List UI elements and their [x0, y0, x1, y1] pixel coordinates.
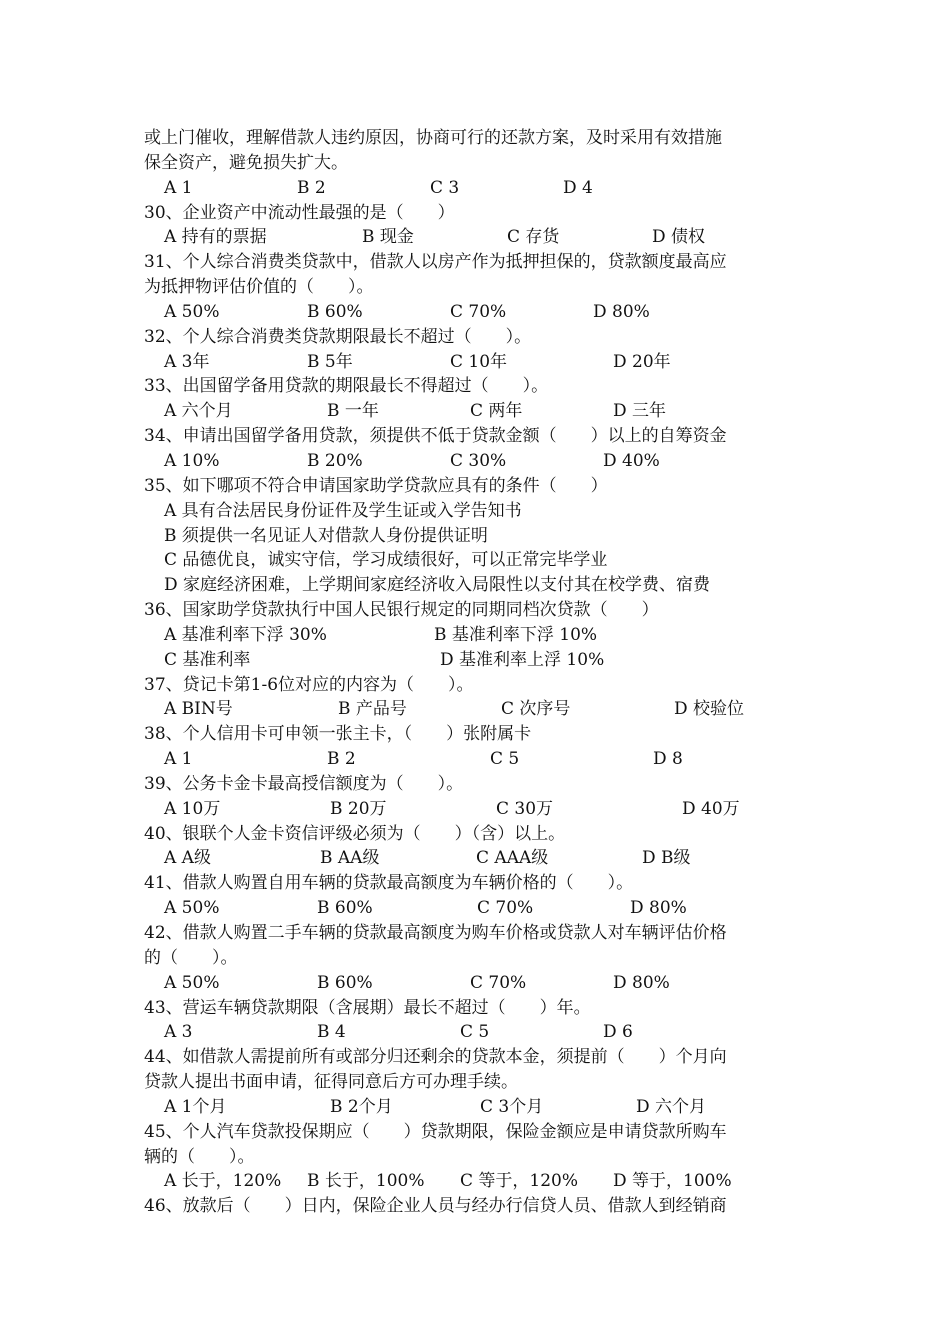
option-a: A 50% — [164, 898, 220, 919]
option-a: A 10万 — [164, 798, 221, 819]
option-c: C 70% — [470, 972, 527, 993]
question-31: 31、个人综合消费类贷款中，借款人以房产作为抵押担保的，贷款额度最高应 — [144, 252, 727, 273]
option-d: D 80% — [613, 972, 670, 993]
question-42-options — [144, 971, 814, 996]
option-d: D 8 — [653, 749, 683, 770]
option-b: B AA级 — [320, 848, 380, 869]
question-35-choice-d: D 家庭经济困难，上学期间家庭经济收入局限性以支付其在校学费、宿费 — [164, 575, 711, 596]
option-a: A 1个月 — [164, 1096, 227, 1117]
question-31-cont: 为抵押物评估价值的（ ）。 — [144, 277, 374, 298]
option-b: B 2 — [297, 177, 326, 198]
option-a: A 3年 — [164, 351, 210, 372]
option-a: A 3 — [164, 1022, 193, 1043]
question-42: 42、借款人购置二手车辆的贷款最高额度为购车价格或贷款人对车辆评估价格 — [144, 923, 727, 943]
question-38: 38、个人信用卡可申领一张主卡，（ ）张附属卡 — [144, 724, 532, 745]
option-b: B 现金 — [362, 227, 414, 248]
option-c: C 10年 — [450, 351, 508, 372]
question-34: 34、申请出国留学备用贷款，须提供不低于贷款金额（ ）以上的自筹资金 — [144, 426, 727, 447]
option-c: C 70% — [477, 898, 534, 919]
question-32-options — [144, 350, 814, 375]
question-43-options — [144, 1020, 814, 1045]
option-b: B 20万 — [330, 798, 387, 819]
question-30: 30、企业资产中流动性最强的是（ ） — [144, 202, 455, 223]
option-b: B 产品号 — [338, 699, 407, 720]
question-30-options — [144, 225, 814, 250]
question-44: 44、如借款人需提前所有或部分归还剩余的贷款本金，须提前（ ）个月向 — [144, 1047, 727, 1068]
option-c: C 存货 — [507, 227, 560, 248]
question-36: 36、国家助学贷款执行中国人民银行规定的同期同档次贷款（ ） — [144, 600, 659, 621]
option-b: B 60% — [307, 301, 363, 322]
option-c: C 30% — [450, 450, 507, 471]
option-d: D 80% — [630, 898, 687, 919]
option-c: C 5 — [490, 749, 520, 770]
option-a: A 六个月 — [164, 401, 233, 422]
question-41: 41、借款人购置自用车辆的贷款最高额度为车辆价格的（ ）。 — [144, 873, 634, 894]
option-a: A A级 — [164, 848, 211, 869]
question-45-cont: 辆的（ ）。 — [144, 1146, 255, 1167]
intro-line-1: 或上门催收，理解借款人违约原因，协商可行的还款方案，及时采用有效措施 — [144, 128, 722, 148]
option-c: C 30万 — [496, 798, 554, 819]
question-list — [144, 126, 814, 1219]
option-b: B 基准利率下浮 10% — [434, 624, 598, 645]
question-43: 43、营运车辆贷款期限（含展期）最长不超过（ ）年。 — [144, 997, 591, 1018]
question-42-cont: 的（ ）。 — [144, 947, 238, 968]
option-c: C 等于，120% — [460, 1171, 579, 1192]
question-35: 35、如下哪项不符合申请国家助学贷款应具有的条件（ ） — [144, 475, 608, 496]
question-41-options — [144, 896, 814, 921]
option-d: D 4 — [563, 177, 593, 198]
question-38-options — [144, 747, 814, 772]
option-d: D 40万 — [682, 798, 740, 819]
option-d: D 6 — [603, 1022, 633, 1043]
option-d: D 债权 — [652, 227, 706, 248]
option-d: D 基准利率上浮 10% — [440, 649, 605, 670]
question-45: 45、个人汽车贷款投保期应（ ）贷款期限，保险金额应是申请贷款所购车 — [144, 1121, 727, 1142]
question-40-options — [144, 846, 814, 871]
question-34-options — [144, 449, 814, 474]
option-d: D 20年 — [613, 351, 671, 372]
intro-options — [144, 176, 814, 201]
question-36-options-row-2 — [144, 648, 814, 673]
question-46: 46、放款后（ ）日内，保险企业人员与经办行信贷人员、借款人到经销商 — [144, 1196, 727, 1217]
option-b: B 2个月 — [330, 1096, 393, 1117]
option-a: A 50% — [164, 972, 220, 993]
option-c: C AAA级 — [476, 848, 549, 869]
question-36-options-row-1 — [144, 623, 814, 648]
question-37-options — [144, 697, 814, 722]
option-d: D 40% — [603, 450, 660, 471]
option-c: C 次序号 — [501, 699, 571, 720]
question-39-options — [144, 797, 814, 822]
option-a: A 50% — [164, 301, 220, 322]
option-c: C 70% — [450, 301, 507, 322]
option-a: A 持有的票据 — [164, 227, 267, 248]
question-40: 40、银联个人金卡资信评级必须为（ ）（含）以上。 — [144, 823, 566, 844]
question-44-options — [144, 1095, 814, 1120]
option-d: D 校验位 — [674, 699, 745, 720]
option-c: C 3 — [430, 177, 460, 198]
option-c: C 两年 — [470, 401, 523, 422]
intro-line-2: 保全资产，避免损失扩大。 — [144, 152, 348, 173]
question-33: 33、出国留学备用贷款的期限最长不得超过（ ）。 — [144, 376, 549, 397]
option-a: A 10% — [164, 450, 220, 471]
option-b: B 一年 — [327, 401, 379, 422]
question-32: 32、个人综合消费类贷款期限最长不超过（ ）。 — [144, 326, 532, 347]
option-b: B 5年 — [307, 351, 353, 372]
question-35-choice-b: B 须提供一名见证人对借款人身份提供证明 — [164, 525, 488, 546]
option-d: D B级 — [642, 848, 691, 869]
option-b: B 2 — [327, 749, 356, 770]
option-c: C 3个月 — [480, 1096, 544, 1117]
option-d: D 80% — [593, 301, 650, 322]
option-d: D 三年 — [613, 401, 667, 422]
option-d: D 等于，100% — [613, 1171, 732, 1192]
option-b: B 长于，100% — [307, 1171, 425, 1192]
question-35-choice-a: A 具有合法居民身份证件及学生证或入学告知书 — [164, 500, 522, 521]
question-39: 39、公务卡金卡最高授信额度为（ ）。 — [144, 773, 464, 794]
option-a: A BIN号 — [164, 699, 233, 720]
option-d: D 六个月 — [636, 1096, 707, 1117]
option-a: A 基准利率下浮 30% — [164, 624, 327, 645]
question-33-options — [144, 399, 814, 424]
option-a: A 1 — [164, 177, 193, 198]
option-b: B 60% — [317, 898, 373, 919]
option-a: A 长于，120% — [164, 1171, 282, 1192]
option-b: B 60% — [317, 972, 373, 993]
option-b: B 20% — [307, 450, 363, 471]
question-31-options — [144, 300, 814, 325]
question-45-options — [144, 1169, 814, 1194]
option-b: B 4 — [317, 1022, 346, 1043]
option-c: C 5 — [460, 1022, 490, 1043]
option-a: A 1 — [164, 749, 193, 770]
question-44-cont: 贷款人提出书面申请，征得同意后方可办理手续。 — [144, 1072, 518, 1093]
question-37: 37、贷记卡第1-6位对应的内容为（ ）。 — [144, 674, 474, 695]
option-c: C 基准利率 — [164, 649, 251, 670]
question-35-choice-c: C 品德优良，诚实守信，学习成绩很好，可以正常完毕学业 — [164, 550, 608, 571]
